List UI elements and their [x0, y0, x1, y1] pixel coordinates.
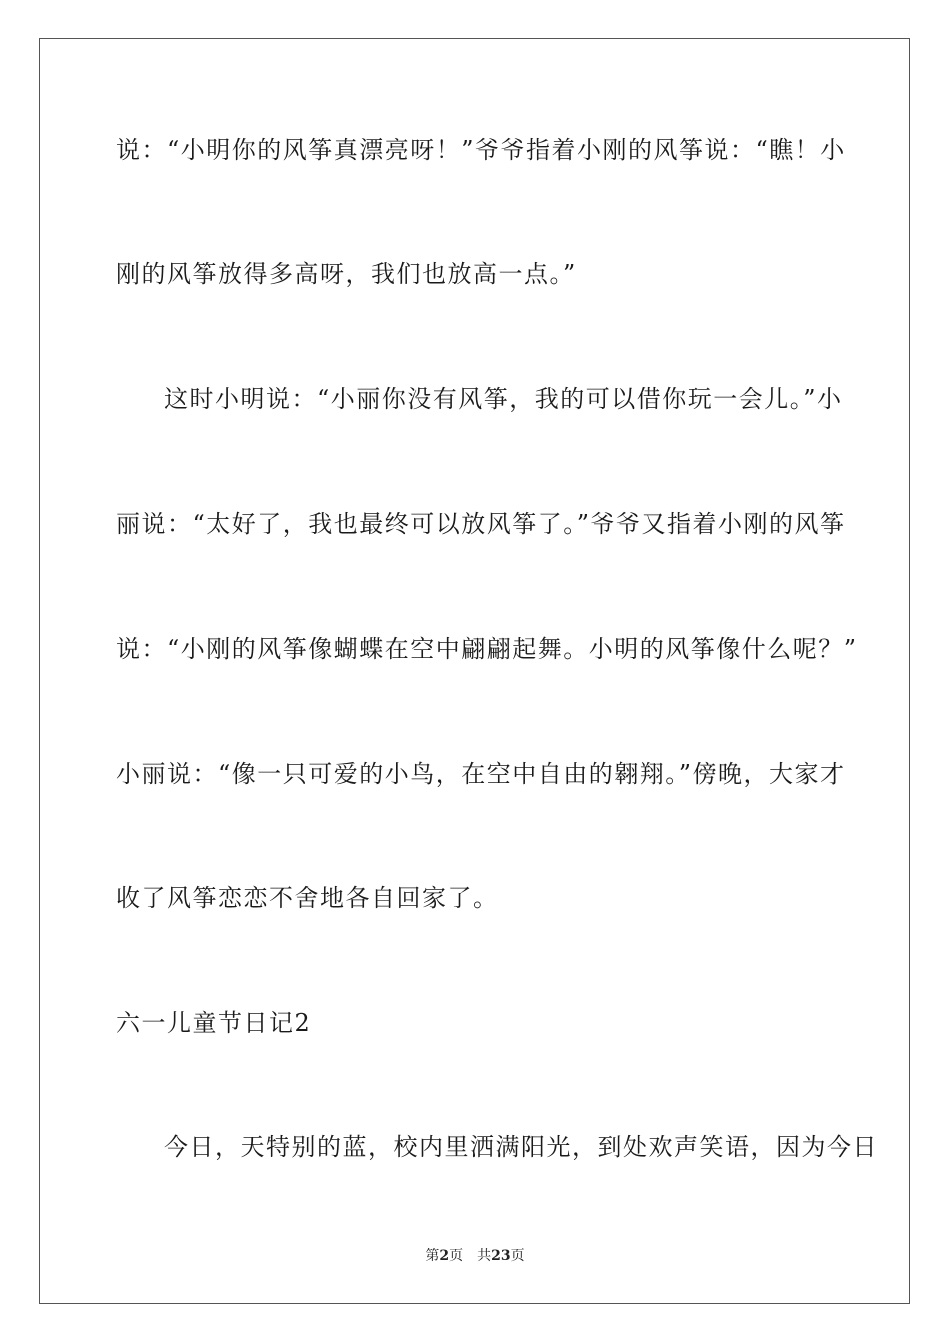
total-prefix: 共: [477, 1248, 492, 1264]
body-text-line: 收了风筝恋恋不舍地各自回家了。: [116, 884, 499, 912]
page-border: [39, 38, 910, 1304]
body-text-line: 刚的风筝放得多高呀，我们也放高一点。”: [116, 260, 577, 288]
body-text-line: 小丽说：“像一只可爱的小鸟，在空中自由的翱翔。”傍晚，大家才: [116, 760, 846, 788]
body-text-line: 说：“小刚的风筝像蝴蝶在空中翩翩起舞。小明的风筝像什么呢？”: [116, 635, 858, 663]
body-text-line: 丽说：“太好了，我也最终可以放风筝了。”爷爷又指着小刚的风筝: [116, 510, 846, 538]
page-number: 2: [439, 1248, 450, 1264]
page-prefix: 第: [425, 1248, 440, 1264]
total-suffix: 页: [510, 1248, 525, 1264]
paragraph-first-line: 这时小明说：“小丽你没有风筝，我的可以借你玩一会儿。”小: [164, 385, 843, 413]
page-suffix: 页: [449, 1248, 464, 1264]
section-heading: 六一儿童节日记2: [116, 1009, 312, 1037]
total-pages: 23: [491, 1248, 511, 1264]
paragraph-first-line: 今日，天特别的蓝，校内里洒满阳光，到处欢声笑语，因为今日: [164, 1133, 878, 1161]
page-footer: [0, 1247, 950, 1265]
body-text-line: 说：“小明你的风筝真漂亮呀！”爷爷指着小刚的风筝说：“瞧！小: [116, 136, 846, 164]
